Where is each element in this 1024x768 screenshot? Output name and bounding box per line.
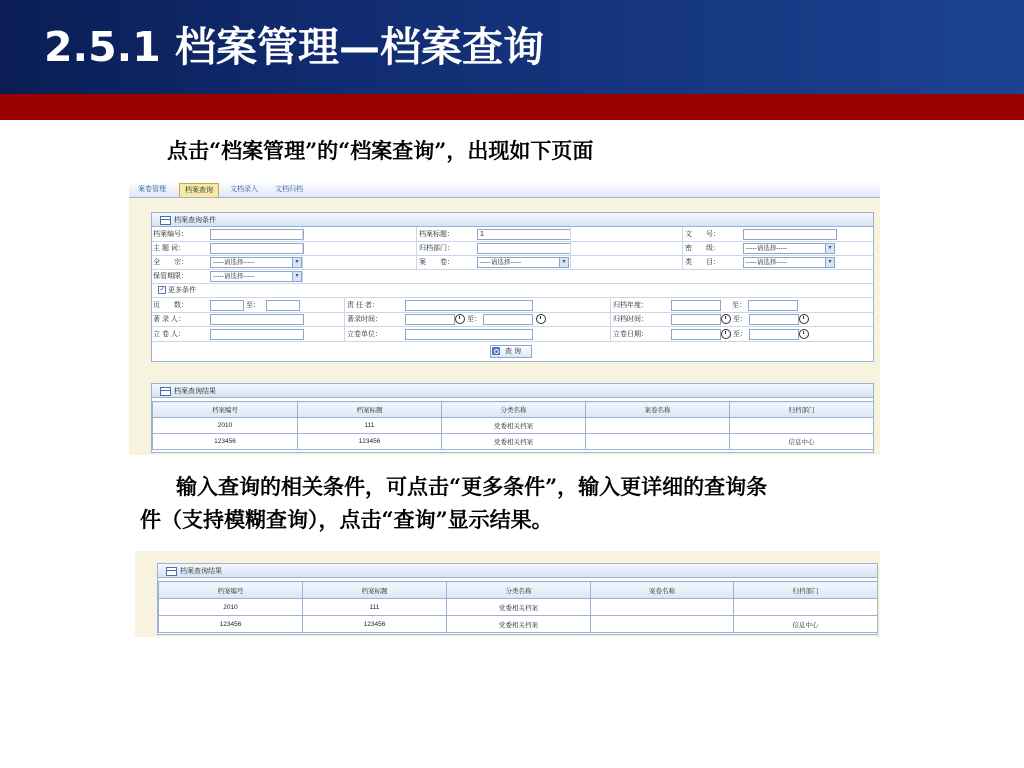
panel-icon (166, 567, 177, 576)
table-row[interactable]: 2010 111 党委相关档案 (153, 418, 874, 434)
filing-year-from-input[interactable] (671, 300, 721, 311)
security-level-select[interactable]: -----请选择----- ▾ (743, 243, 835, 254)
tab-archive-query[interactable]: 档案查询 (179, 183, 219, 197)
tab-volume-management[interactable]: 案卷管理 (138, 186, 166, 193)
panel-title: 档案查询结果 (174, 388, 216, 395)
checkbox-icon[interactable]: ✓ (159, 287, 165, 293)
condition-row: 全 宗： -----请选择----- ▾ 案 卷： -----请选择----- ▾ 类 目： -----请选择----- ▾ (152, 255, 873, 270)
results-table (152, 401, 874, 450)
volume-select[interactable]: -----请选择----- ▾ (477, 257, 569, 268)
panel-icon (160, 387, 171, 396)
clock-icon[interactable] (799, 314, 809, 324)
caption-instructions: 输入查询的相关条件，可点击“更多条件”，输入更详细的查询条 件（支持模糊查询），点击“查询”显示结果。 (140, 474, 768, 532)
query-results-panel (157, 563, 878, 635)
query-page-screenshot (129, 181, 880, 455)
subject-words-input[interactable] (210, 243, 304, 254)
clock-icon[interactable] (455, 314, 465, 324)
dropdown-arrow-icon: ▾ (292, 258, 301, 267)
results-table (158, 581, 878, 633)
panel-title: 档案查询结果 (180, 568, 222, 575)
clock-icon[interactable] (536, 314, 546, 324)
retention-period-select[interactable]: -----请选择----- ▾ (210, 271, 302, 282)
volume-unit-input[interactable] (405, 329, 533, 340)
results-screenshot (135, 551, 880, 637)
volume-date-from-input[interactable] (671, 329, 721, 340)
condition-row: 档案编号： 档案标题： 1 文 号： (152, 227, 873, 242)
volume-date-to-input[interactable] (749, 329, 799, 340)
table-row[interactable]: 123456 123456 党委相关档案 信息中心 (153, 434, 874, 450)
volume-creator-input[interactable] (210, 329, 304, 340)
record-time-from-input[interactable] (405, 314, 455, 325)
tab-bar (129, 181, 880, 198)
dropdown-arrow-icon: ▾ (559, 258, 568, 267)
slide-header (0, 0, 1024, 94)
archive-number-input[interactable] (210, 229, 304, 240)
query-results-panel (151, 383, 874, 453)
table-row[interactable]: 2010 111 党委相关档案 (159, 599, 878, 616)
filing-time-to-input[interactable] (749, 314, 799, 325)
recorder-input[interactable] (210, 314, 304, 325)
category-select[interactable]: -----请选择----- ▾ (743, 257, 835, 268)
clock-icon[interactable] (721, 314, 731, 324)
tab-document-filing[interactable]: 文档归档 (275, 186, 303, 193)
record-time-to-input[interactable] (483, 314, 533, 325)
table-header-row: 档案编号 档案标题 分类名称 案卷名称 归档部门 (159, 582, 878, 599)
condition-row: 主 题 词： 归档部门： 密 级： -----请选择----- ▾ (152, 241, 873, 256)
condition-row: 页 数： 至： 责 任 者： 归档年度： 至： (152, 297, 873, 313)
dropdown-arrow-icon: ▾ (825, 244, 834, 253)
dropdown-arrow-icon: ▾ (825, 258, 834, 267)
header-accent-band (0, 94, 1024, 120)
panel-icon (160, 216, 171, 225)
archive-title-input[interactable]: 1 (477, 229, 571, 240)
condition-row: 立 卷 人： 立卷单位： 立卷日期： 至： (152, 327, 873, 342)
filing-year-to-input[interactable] (748, 300, 798, 311)
table-header-row: 档案编号 档案标题 分类名称 案卷名称 归档部门 (153, 402, 874, 418)
query-conditions-panel: 档案查询条件 档案编号： 档案标题： 1 文 号： 主 题 词： 归档部门： 密 级： -----请选择----- ▾ 全 宗： -----请选择----- ▾ 案 卷： -----请选择----- ▾ 类 目： -----请选择----- ▾ 保管期限： -----请选择----- ▾ ✓ 更多条件 页 数： 至： 责 任 者： 归档年度： 至： 著 录 人： 著录时间： 至： 归档时间： 至： 立 卷 人： 立卷单位： 立卷日期： 至： (151, 212, 874, 362)
document-number-input[interactable] (743, 229, 837, 240)
clock-icon[interactable] (799, 329, 809, 339)
table-row[interactable]: 123456 123456 党委相关档案 信息中心 (159, 616, 878, 633)
filing-time-from-input[interactable] (671, 314, 721, 325)
fonds-select[interactable]: -----请选择----- ▾ (210, 257, 302, 268)
pages-from-input[interactable] (210, 300, 244, 311)
filing-department-input[interactable] (477, 243, 571, 254)
slide-title: 2.5.1 档案管理—档案查询 (44, 23, 545, 71)
condition-row: 保管期限： -----请选择----- ▾ (152, 269, 873, 284)
pages-to-input[interactable] (266, 300, 300, 311)
condition-row: 著 录 人： 著录时间： 至： 归档时间： 至： (152, 312, 873, 327)
caption-intro: 点击“档案管理”的“档案查询”，出现如下页面 (167, 138, 594, 163)
search-icon (492, 347, 500, 355)
panel-title: 档案查询条件 (174, 217, 216, 224)
tab-document-entry[interactable]: 文档录入 (230, 186, 258, 193)
search-button[interactable]: 查 询 (490, 345, 532, 358)
dropdown-arrow-icon: ▾ (292, 272, 301, 281)
responsible-person-input[interactable] (405, 300, 533, 311)
clock-icon[interactable] (721, 329, 731, 339)
